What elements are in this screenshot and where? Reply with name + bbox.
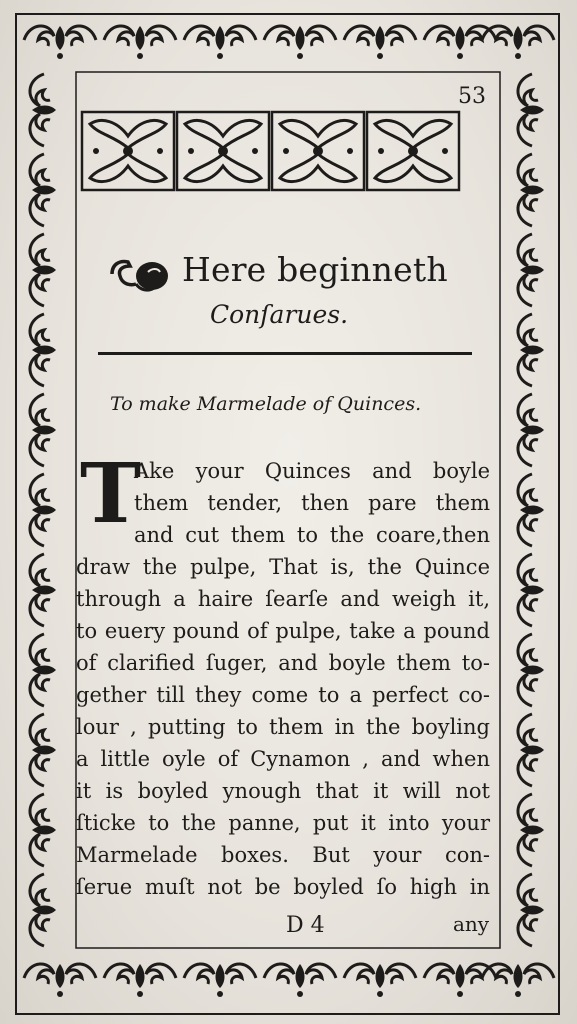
drop-cap: T	[80, 446, 142, 542]
section-title: Here beginneth	[182, 250, 448, 289]
body-line: a little oyle of Cynamon , and when	[76, 747, 490, 771]
body-line: ſticke to the panne, put it into your	[76, 811, 490, 835]
body-line: to euery pound of pulpe, take a pound	[76, 619, 490, 643]
recipe-heading: To make Marmelade of Quinces.	[110, 393, 422, 415]
title-row	[108, 250, 488, 300]
body-line: them tender, then pare them	[134, 491, 490, 515]
catchword: any	[453, 912, 490, 936]
body-line: through a haire ſearſe and weigh it,	[76, 587, 490, 611]
body-line: draw the pulpe, That is, the Quince	[76, 555, 490, 579]
body-line: Ake your Quinces and boyle	[134, 459, 490, 483]
signature-mark: D 4	[286, 913, 325, 938]
title-rule	[98, 352, 472, 355]
body-line: it is boyled ynough that it will not	[76, 779, 490, 803]
section-subtitle: Conſarues.	[210, 300, 349, 329]
body-line: of clarified ſuger, and boyle them to-	[76, 651, 490, 675]
body-line: and cut them to the coare,then	[134, 523, 490, 547]
headpiece-ornament	[82, 112, 459, 190]
body-line: ſerue muſt not be boyled ſo high in	[76, 875, 490, 899]
body-line: gether till they come to a perfect co-	[76, 683, 490, 707]
manicule-icon	[108, 254, 172, 294]
body-line: Marmelade boxes. But your con-	[76, 843, 490, 867]
page-number: 53	[458, 84, 486, 109]
body-line: lour , putting to them in the boyling	[76, 715, 490, 739]
